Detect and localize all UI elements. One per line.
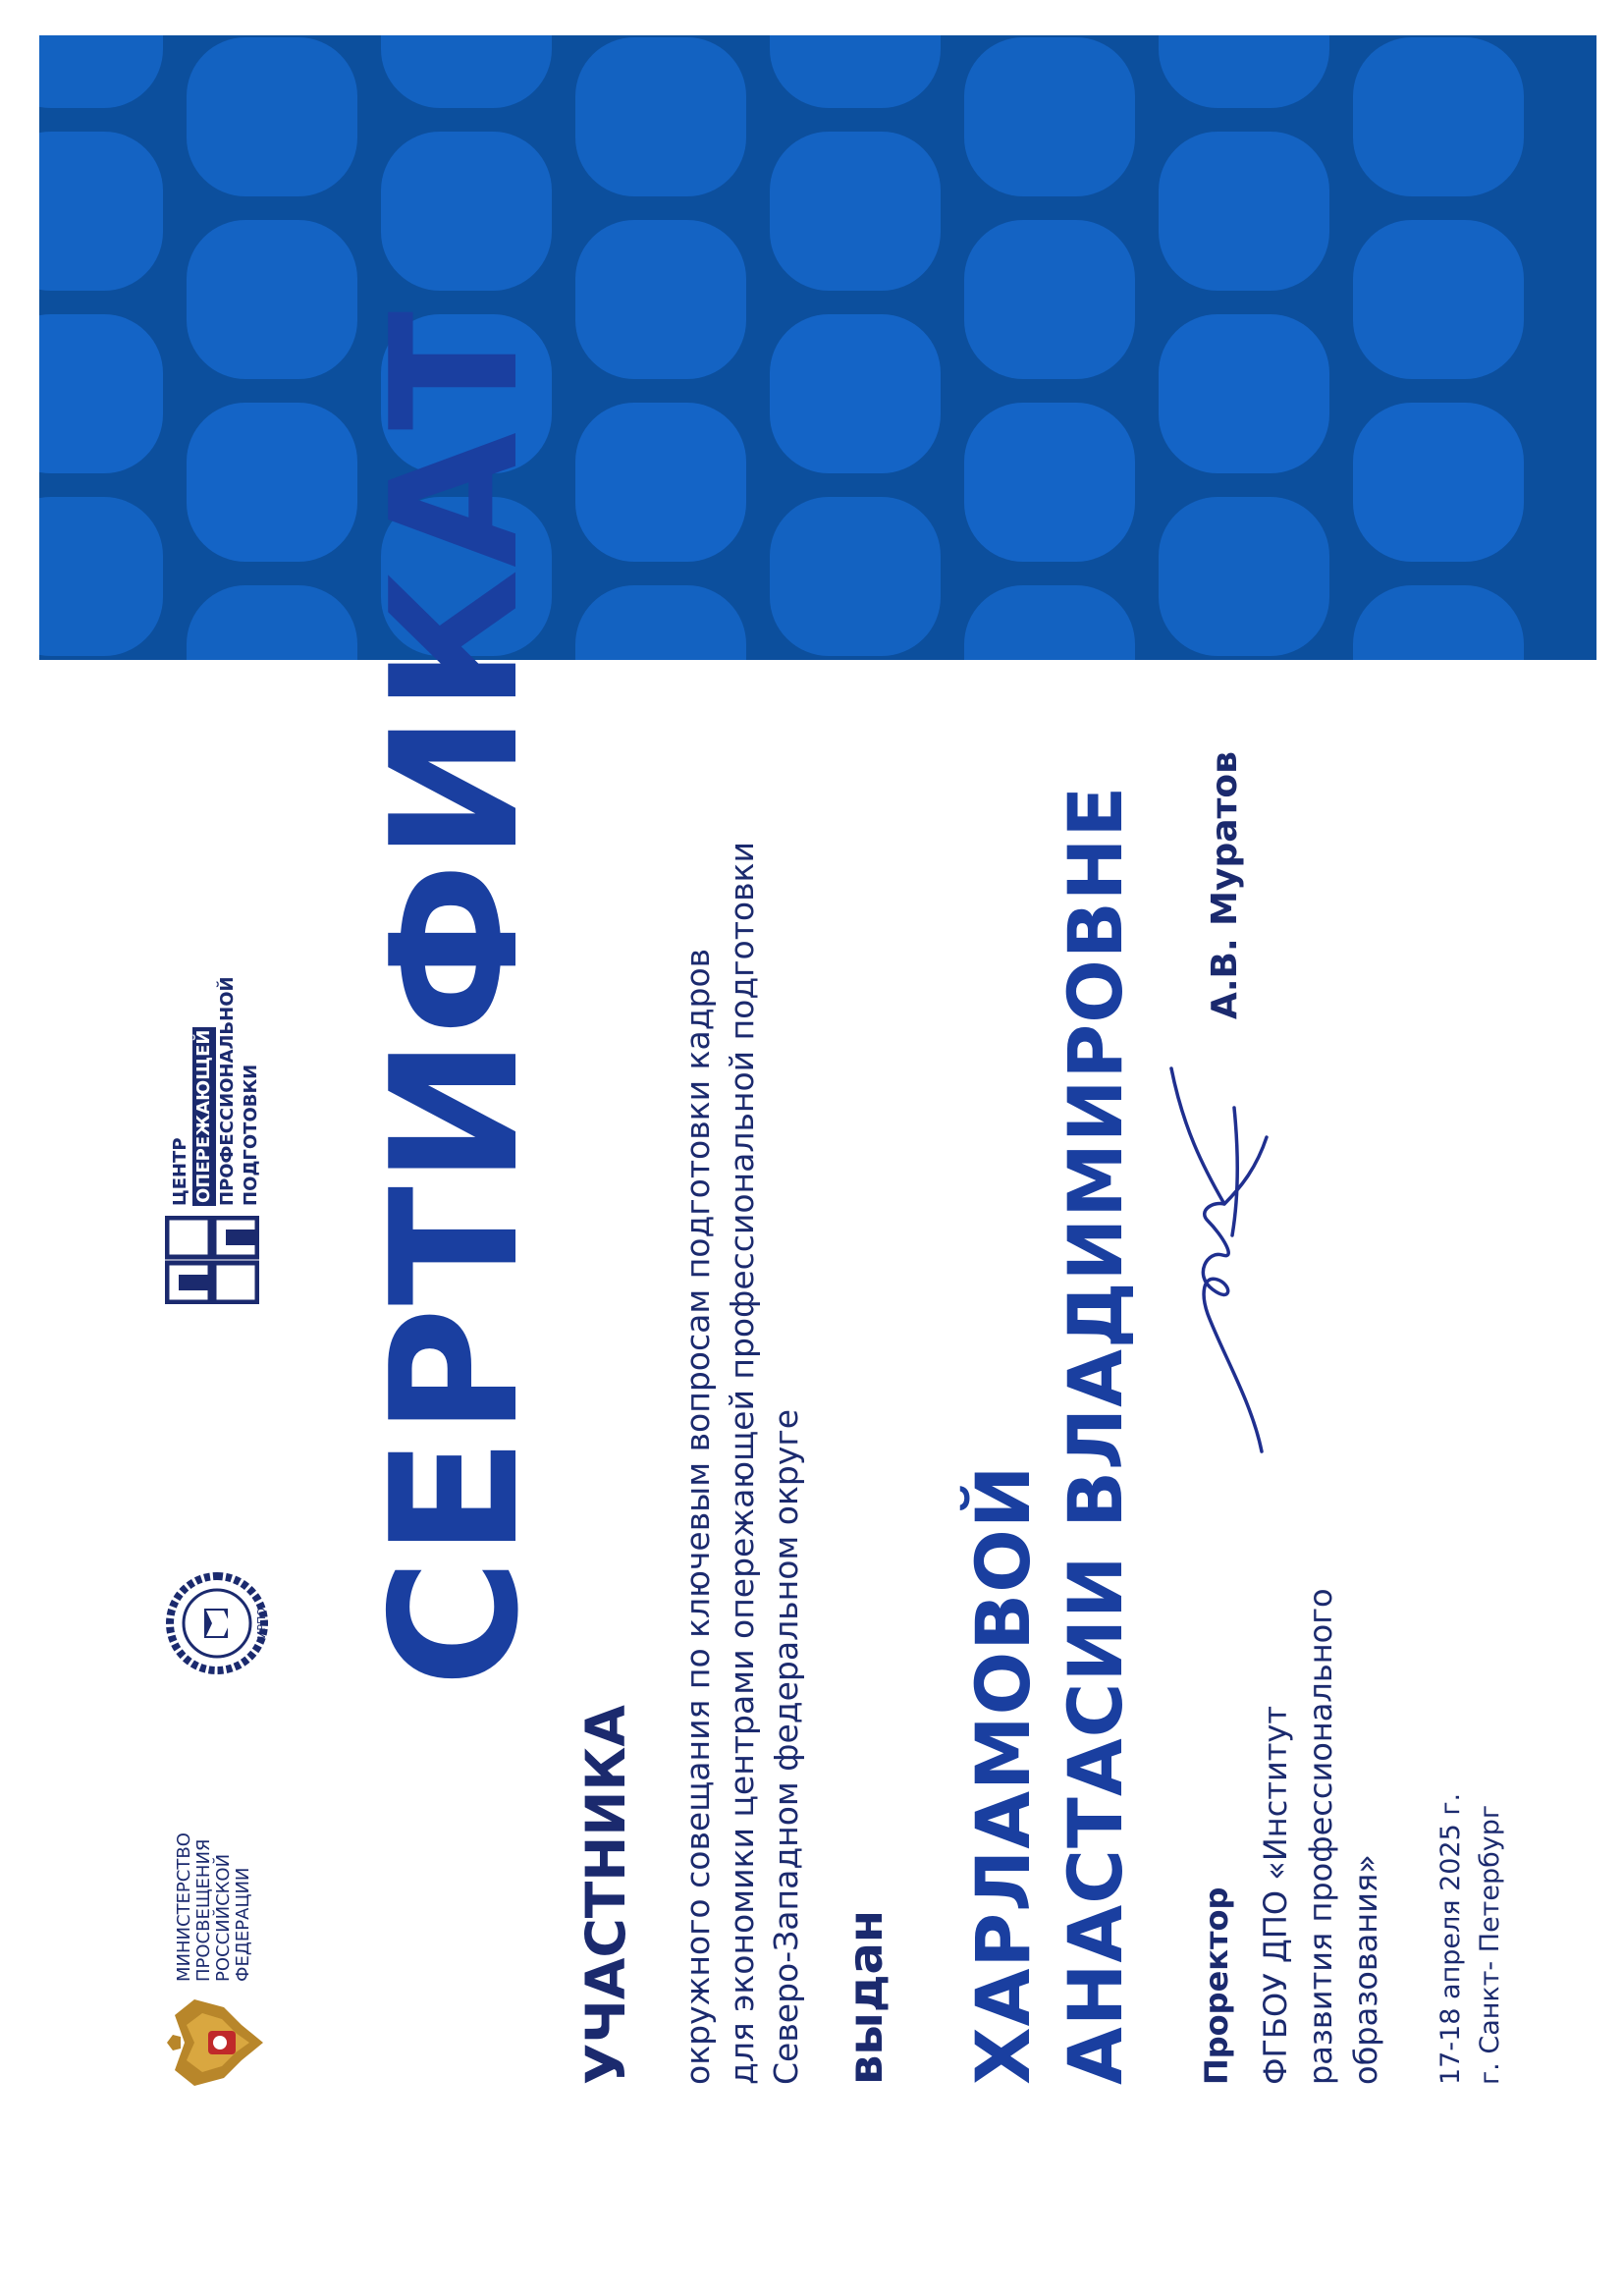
handwritten-signature-icon (1163, 1049, 1281, 1461)
issued-label: выдан (839, 1909, 893, 2085)
copp-line-highlight: ОПЕРЕЖАЮЩЕЙ (192, 1027, 216, 1206)
description-line: окружного совещания по ключевым вопросам подготовки кадров (678, 948, 717, 2085)
irpo-logo-icon (163, 1569, 271, 1677)
event-description (676, 592, 808, 2085)
ministry-line: МИНИСТЕРСТВО (174, 1832, 194, 1982)
copp-line: ПОДГОТОВКИ (241, 1064, 261, 1206)
double-headed-eagle-emblem-icon (165, 1995, 273, 2090)
copp-name (169, 976, 263, 1206)
copp-line: ПРОФЕССИОНАЛЬНОЙ (217, 976, 238, 1206)
description-line: для экономики центрами опережающей профессиональной подготовки (723, 842, 761, 2085)
recipient-given-names: АНАСТАСИИ ВЛАДИМИРОВНЕ (1052, 785, 1139, 2085)
recipient-name (957, 786, 1142, 2085)
copp-logo-icon (165, 1216, 259, 1304)
recipient-surname: ХАРЛАМОВОЙ (959, 1464, 1047, 2085)
description-line: Северо-Западном федеральном округе (767, 1408, 805, 2085)
event-date: 17-18 апреля 2025 г. (1435, 1792, 1466, 2085)
copp-line: ЦЕНТР (170, 1137, 190, 1206)
signer-role: Проректор (1198, 1886, 1235, 2085)
signer-org-line: образования» (1347, 1854, 1384, 2085)
ministry-line: ФЕДЕРАЦИИ (233, 1867, 253, 1982)
signer-name: А.В. Муратов (1205, 751, 1245, 1019)
ministry-line: ПРОСВЕЩЕНИЯ (193, 1838, 214, 1982)
ministry-name (175, 1832, 253, 1982)
signer-org-line: ФГБОУ ДПО «Институт (1257, 1706, 1294, 2085)
certificate-title: СЕРТИФИКАТ (353, 308, 557, 1687)
event-date-place (1432, 1793, 1510, 2085)
certificate-subtitle: УЧАСТНИКА (574, 1705, 637, 2085)
irpo-label: ИРПО (255, 1608, 268, 1639)
event-place: г. Санкт- Петербург (1475, 1804, 1505, 2085)
signer-organization (1253, 1588, 1388, 2085)
ministry-line: РОССИЙСКОЙ (213, 1853, 234, 1982)
signer-org-line: развития профессионального (1302, 1588, 1339, 2085)
